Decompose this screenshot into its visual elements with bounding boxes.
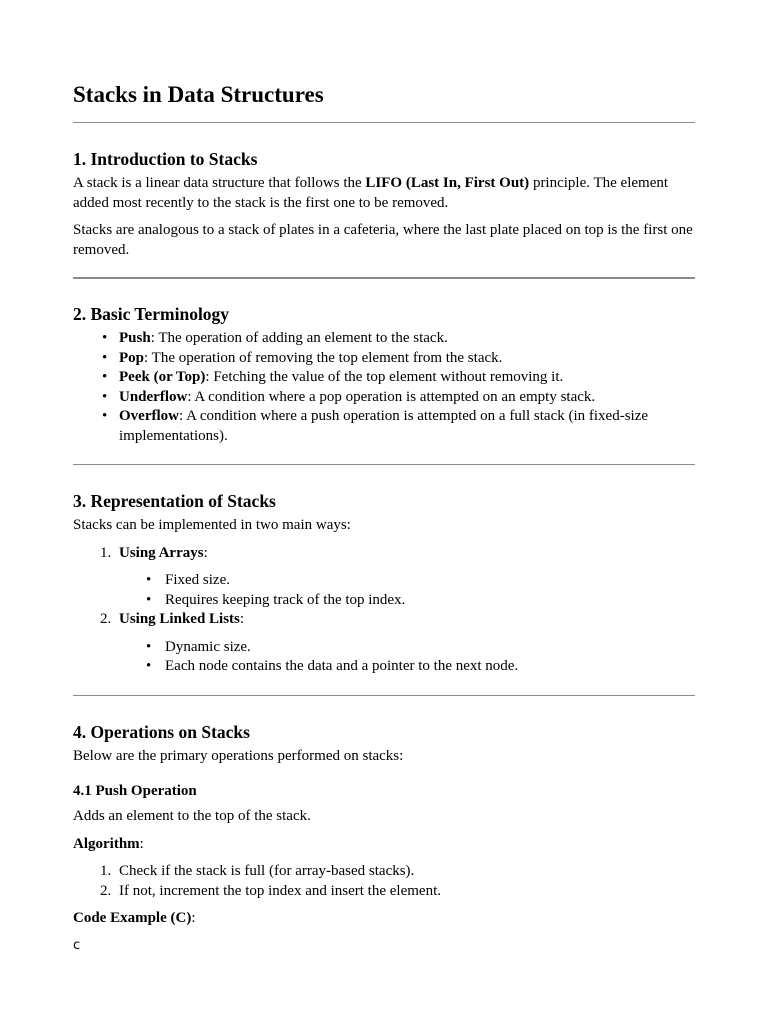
term-desc: : The operation of adding an element to the stack. [150, 330, 448, 346]
list-item: • Fixed size. [73, 571, 695, 591]
step-text: Check if the stack is full (for array-based stacks). [119, 863, 415, 879]
list-number: 1. [100, 544, 112, 561]
term: Overflow [119, 408, 179, 424]
terminology-list [73, 329, 695, 446]
list-number: 2. [100, 611, 112, 627]
term: Underflow [119, 388, 188, 405]
lifo-term: LIFO (Last In, First Out) [365, 175, 530, 191]
operations-intro: Below are the primary operations performed on stacks: [73, 747, 404, 764]
code-language-tag: c [73, 937, 81, 953]
divider [73, 464, 695, 465]
term: Peek (or Top) [119, 369, 206, 385]
list-item [73, 388, 695, 408]
term-colon: : [203, 544, 208, 561]
section-heading-terminology: 2. Basic Terminology [73, 304, 230, 324]
term-desc: : A condition where a push operation is attempted on a full stack (in fixed-size implementations). [119, 408, 649, 444]
section-heading-operations: 4. Operations on Stacks [73, 721, 250, 742]
list-number: 2. [100, 882, 112, 899]
intro-paragraph-1 [73, 174, 695, 213]
subsection-heading-push: 4.1 Push Operation [73, 783, 197, 799]
list-number: 1. [100, 863, 112, 879]
intro-text-pre: A stack is a linear data structure that follows the [73, 175, 366, 191]
list-item [73, 862, 695, 882]
list-item [73, 544, 695, 564]
algorithm-label [73, 835, 695, 855]
step-text: If not, increment the top index and insert the element. [119, 882, 441, 899]
list-item [73, 407, 695, 446]
list-item: • Requires keeping track of the top index. [73, 591, 695, 611]
term: Push [119, 330, 151, 346]
representation-list [73, 544, 695, 564]
algorithm-steps [73, 862, 695, 901]
term: Using Linked Lists [119, 611, 240, 627]
arrays-sub-list [73, 571, 695, 610]
representation-intro: Stacks can be implemented in two main ways: [73, 517, 351, 533]
section-heading-representation: 3. Representation of Stacks [73, 491, 276, 511]
list-item [73, 610, 695, 630]
section-heading-introduction: 1. Introduction to Stacks [73, 149, 258, 169]
term-desc: : Fetching the value of the top element without removing it. [205, 369, 564, 385]
term-colon: : [239, 611, 245, 627]
term: Using Arrays [119, 544, 204, 561]
code-example-label-colon: : [191, 910, 196, 926]
representation-list-continued [73, 610, 695, 630]
list-item: • Each node contains the data and a pointer to the next node. [73, 657, 695, 677]
code-example-label [73, 909, 695, 929]
push-description: Adds an element to the top of the stack. [73, 808, 311, 824]
list-item: • Dynamic size. [73, 638, 695, 658]
list-item [73, 368, 695, 388]
code-example-label-text: Code Example (C) [73, 910, 192, 926]
divider [73, 695, 695, 696]
divider [73, 277, 695, 279]
algorithm-label-text: Algorithm [73, 835, 140, 852]
divider [73, 122, 695, 123]
intro-text-post: principle. The element added most recently to the stack is the first one to be removed. [73, 175, 669, 211]
list-item [73, 882, 695, 902]
list-item [73, 329, 695, 349]
document-title: Stacks in Data Structures [73, 82, 324, 107]
linked-lists-sub-list [73, 638, 695, 677]
list-item [73, 349, 695, 369]
algorithm-label-colon: : [139, 835, 144, 852]
intro-paragraph-2: Stacks are analogous to a stack of plates in a cafeteria, where the last plate placed on top is the first one removed. [73, 222, 693, 258]
term-desc: : A condition where a pop operation is attempted on an empty stack. [187, 388, 596, 405]
term: Pop [119, 349, 145, 366]
term-desc: : The operation of removing the top element from the stack. [144, 349, 503, 366]
